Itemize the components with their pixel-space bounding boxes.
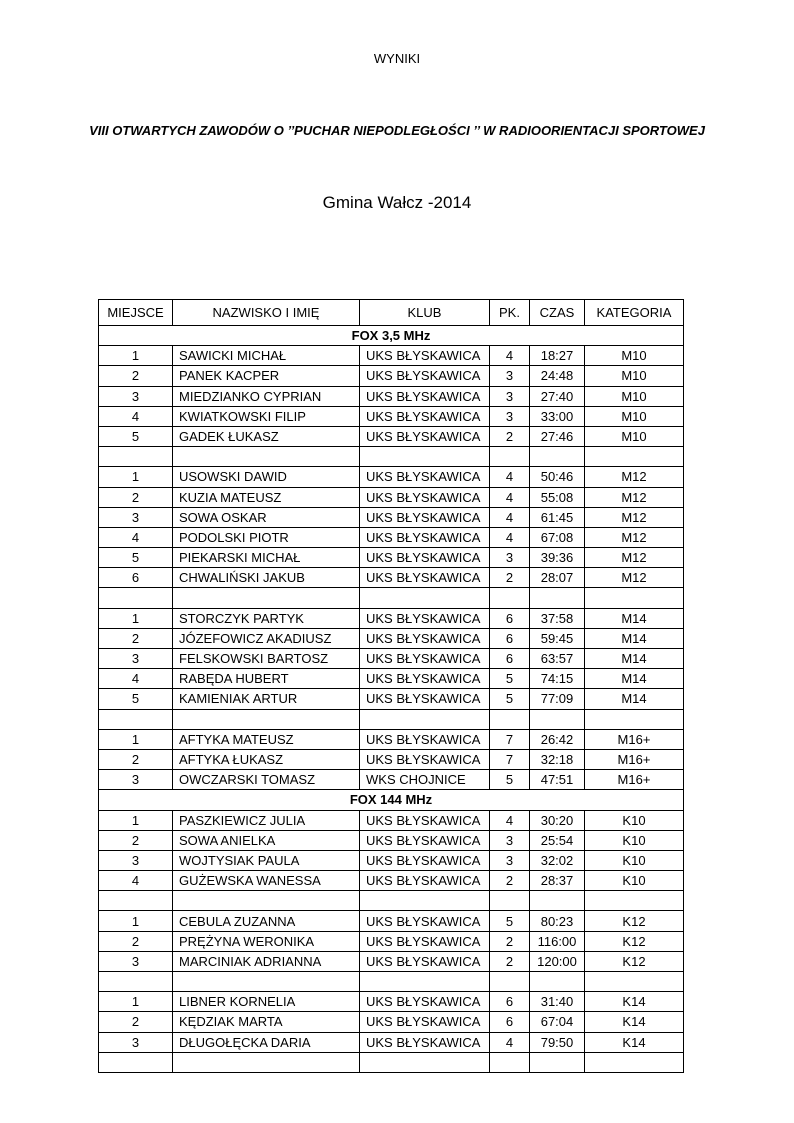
- spacer-row: [99, 972, 684, 992]
- cell-club: UKS BŁYSKAWICA: [360, 689, 490, 709]
- cell-place: 2: [99, 830, 173, 850]
- document-location: Gmina Wałcz -2014: [322, 193, 472, 212]
- table-row: [99, 346, 684, 366]
- cell-category: M12: [585, 568, 684, 588]
- empty-cell: [173, 588, 360, 608]
- empty-cell: [99, 972, 173, 992]
- cell-time: 39:36: [530, 548, 585, 568]
- cell-name: STORCZYK PARTYK: [173, 608, 360, 628]
- cell-place: 2: [99, 366, 173, 386]
- cell-club: UKS BŁYSKAWICA: [360, 548, 490, 568]
- cell-place: 2: [99, 487, 173, 507]
- cell-name: GUŻEWSKA WANESSA: [173, 871, 360, 891]
- table-row: [99, 568, 684, 588]
- cell-time: 27:40: [530, 386, 585, 406]
- cell-time: 47:51: [530, 770, 585, 790]
- table-row: [99, 527, 684, 547]
- cell-place: 5: [99, 689, 173, 709]
- cell-category: K10: [585, 850, 684, 870]
- cell-place: 2: [99, 1012, 173, 1032]
- cell-time: 50:46: [530, 467, 585, 487]
- cell-name: MIEDZIANKO CYPRIAN: [173, 386, 360, 406]
- table-row: [99, 830, 684, 850]
- results-table: [98, 299, 684, 1073]
- cell-pk: 2: [490, 871, 530, 891]
- empty-cell: [490, 588, 530, 608]
- cell-pk: 3: [490, 386, 530, 406]
- cell-name: MARCINIAK ADRIANNA: [173, 951, 360, 971]
- cell-club: UKS BŁYSKAWICA: [360, 871, 490, 891]
- cell-club: UKS BŁYSKAWICA: [360, 487, 490, 507]
- cell-name: LIBNER KORNELIA: [173, 992, 360, 1012]
- cell-category: M10: [585, 406, 684, 426]
- table-row: [99, 770, 684, 790]
- cell-place: 1: [99, 467, 173, 487]
- spacer-row: [99, 1052, 684, 1072]
- empty-cell: [490, 891, 530, 911]
- cell-category: M10: [585, 426, 684, 446]
- cell-pk: 5: [490, 911, 530, 931]
- empty-cell: [530, 709, 585, 729]
- results-body: [99, 326, 684, 1073]
- cell-club: UKS BŁYSKAWICA: [360, 649, 490, 669]
- cell-category: K10: [585, 871, 684, 891]
- cell-club: UKS BŁYSKAWICA: [360, 527, 490, 547]
- cell-name: KUZIA MATEUSZ: [173, 487, 360, 507]
- cell-club: UKS BŁYSKAWICA: [360, 426, 490, 446]
- cell-club: UKS BŁYSKAWICA: [360, 1012, 490, 1032]
- cell-time: 26:42: [530, 729, 585, 749]
- cell-club: UKS BŁYSKAWICA: [360, 568, 490, 588]
- cell-time: 67:04: [530, 1012, 585, 1032]
- cell-time: 77:09: [530, 689, 585, 709]
- cell-place: 2: [99, 628, 173, 648]
- cell-pk: 6: [490, 1012, 530, 1032]
- empty-cell: [360, 447, 490, 467]
- table-row: [99, 649, 684, 669]
- cell-place: 1: [99, 346, 173, 366]
- cell-club: UKS BŁYSKAWICA: [360, 810, 490, 830]
- cell-time: 67:08: [530, 527, 585, 547]
- table-row: [99, 507, 684, 527]
- cell-category: M12: [585, 527, 684, 547]
- cell-name: AFTYKA MATEUSZ: [173, 729, 360, 749]
- cell-time: 59:45: [530, 628, 585, 648]
- cell-pk: 3: [490, 366, 530, 386]
- header-name: NAZWISKO I IMIĘ: [173, 300, 360, 326]
- cell-category: M10: [585, 346, 684, 366]
- cell-club: UKS BŁYSKAWICA: [360, 628, 490, 648]
- cell-time: 33:00: [530, 406, 585, 426]
- cell-name: AFTYKA ŁUKASZ: [173, 749, 360, 769]
- spacer-row: [99, 891, 684, 911]
- header-pk: PK.: [490, 300, 530, 326]
- table-row: [99, 911, 684, 931]
- cell-time: 24:48: [530, 366, 585, 386]
- table-row: [99, 871, 684, 891]
- cell-place: 4: [99, 406, 173, 426]
- cell-category: K14: [585, 1012, 684, 1032]
- empty-cell: [490, 709, 530, 729]
- empty-cell: [99, 891, 173, 911]
- cell-place: 3: [99, 1032, 173, 1052]
- table-row: [99, 628, 684, 648]
- cell-club: UKS BŁYSKAWICA: [360, 346, 490, 366]
- cell-name: PASZKIEWICZ JULIA: [173, 810, 360, 830]
- header-club: KLUB: [360, 300, 490, 326]
- spacer-row: [99, 447, 684, 467]
- cell-category: K12: [585, 951, 684, 971]
- cell-place: 1: [99, 810, 173, 830]
- cell-place: 1: [99, 911, 173, 931]
- cell-place: 3: [99, 649, 173, 669]
- section-title: FOX 3,5 MHz: [99, 326, 684, 346]
- cell-club: UKS BŁYSKAWICA: [360, 992, 490, 1012]
- empty-cell: [99, 1052, 173, 1072]
- empty-cell: [99, 588, 173, 608]
- cell-place: 6: [99, 568, 173, 588]
- empty-cell: [99, 447, 173, 467]
- cell-pk: 4: [490, 467, 530, 487]
- cell-name: CEBULA ZUZANNA: [173, 911, 360, 931]
- table-row: [99, 386, 684, 406]
- table-row: [99, 689, 684, 709]
- cell-time: 79:50: [530, 1032, 585, 1052]
- empty-cell: [99, 709, 173, 729]
- empty-cell: [173, 447, 360, 467]
- cell-pk: 3: [490, 406, 530, 426]
- table-header-row: [99, 300, 684, 326]
- empty-cell: [490, 1052, 530, 1072]
- cell-category: M16+: [585, 770, 684, 790]
- cell-place: 1: [99, 729, 173, 749]
- cell-name: USOWSKI DAWID: [173, 467, 360, 487]
- cell-place: 2: [99, 749, 173, 769]
- cell-name: PODOLSKI PIOTR: [173, 527, 360, 547]
- cell-pk: 6: [490, 649, 530, 669]
- empty-cell: [173, 1052, 360, 1072]
- cell-category: M12: [585, 507, 684, 527]
- empty-cell: [585, 1052, 684, 1072]
- cell-club: UKS BŁYSKAWICA: [360, 931, 490, 951]
- cell-club: UKS BŁYSKAWICA: [360, 669, 490, 689]
- empty-cell: [530, 972, 585, 992]
- cell-category: M10: [585, 386, 684, 406]
- cell-name: WOJTYSIAK PAULA: [173, 850, 360, 870]
- cell-name: PIEKARSKI MICHAŁ: [173, 548, 360, 568]
- cell-pk: 7: [490, 729, 530, 749]
- document-heading: WYNIKI: [373, 51, 421, 66]
- cell-pk: 4: [490, 346, 530, 366]
- cell-time: 32:18: [530, 749, 585, 769]
- cell-name: SAWICKI MICHAŁ: [173, 346, 360, 366]
- cell-category: M12: [585, 467, 684, 487]
- cell-name: KWIATKOWSKI FILIP: [173, 406, 360, 426]
- cell-club: WKS CHOJNICE: [360, 770, 490, 790]
- cell-time: 55:08: [530, 487, 585, 507]
- cell-pk: 3: [490, 850, 530, 870]
- cell-name: SOWA ANIELKA: [173, 830, 360, 850]
- cell-name: SOWA OSKAR: [173, 507, 360, 527]
- cell-time: 25:54: [530, 830, 585, 850]
- cell-club: UKS BŁYSKAWICA: [360, 749, 490, 769]
- empty-cell: [360, 1052, 490, 1072]
- cell-club: UKS BŁYSKAWICA: [360, 406, 490, 426]
- cell-category: K12: [585, 931, 684, 951]
- cell-name: OWCZARSKI TOMASZ: [173, 770, 360, 790]
- cell-pk: 6: [490, 608, 530, 628]
- cell-category: M12: [585, 548, 684, 568]
- cell-category: K14: [585, 1032, 684, 1052]
- empty-cell: [360, 972, 490, 992]
- cell-time: 80:23: [530, 911, 585, 931]
- cell-name: RABĘDA HUBERT: [173, 669, 360, 689]
- cell-place: 3: [99, 951, 173, 971]
- cell-pk: 4: [490, 507, 530, 527]
- cell-place: 4: [99, 871, 173, 891]
- empty-cell: [530, 447, 585, 467]
- empty-cell: [585, 447, 684, 467]
- empty-cell: [490, 972, 530, 992]
- cell-pk: 4: [490, 487, 530, 507]
- cell-name: FELSKOWSKI BARTOSZ: [173, 649, 360, 669]
- cell-club: UKS BŁYSKAWICA: [360, 729, 490, 749]
- document-subtitle: VIII OTWARTYCH ZAWODÓW O ’’PUCHAR NIEPODLEGŁOŚCI ’’ W RADIOORIENTACJI SPORTOWEJ: [89, 123, 705, 138]
- empty-cell: [585, 588, 684, 608]
- cell-pk: 6: [490, 992, 530, 1012]
- cell-pk: 7: [490, 749, 530, 769]
- cell-pk: 5: [490, 770, 530, 790]
- cell-place: 4: [99, 527, 173, 547]
- empty-cell: [360, 709, 490, 729]
- cell-category: M12: [585, 487, 684, 507]
- cell-name: PRĘŻYNA WERONIKA: [173, 931, 360, 951]
- section-row: [99, 326, 684, 346]
- table-row: [99, 487, 684, 507]
- cell-category: M10: [585, 366, 684, 386]
- cell-name: KAMIENIAK ARTUR: [173, 689, 360, 709]
- empty-cell: [585, 972, 684, 992]
- table-row: [99, 951, 684, 971]
- cell-time: 32:02: [530, 850, 585, 870]
- cell-category: K12: [585, 911, 684, 931]
- header-place: MIEJSCE: [99, 300, 173, 326]
- table-row: [99, 467, 684, 487]
- cell-category: M14: [585, 649, 684, 669]
- section-title: FOX 144 MHz: [99, 790, 684, 810]
- empty-cell: [360, 891, 490, 911]
- cell-pk: 4: [490, 527, 530, 547]
- spacer-row: [99, 588, 684, 608]
- cell-pk: 2: [490, 426, 530, 446]
- table-row: [99, 931, 684, 951]
- table-row: [99, 669, 684, 689]
- cell-place: 1: [99, 992, 173, 1012]
- table-row: [99, 366, 684, 386]
- cell-place: 3: [99, 507, 173, 527]
- cell-time: 61:45: [530, 507, 585, 527]
- cell-pk: 3: [490, 548, 530, 568]
- cell-name: GADEK ŁUKASZ: [173, 426, 360, 446]
- cell-time: 28:07: [530, 568, 585, 588]
- cell-club: UKS BŁYSKAWICA: [360, 850, 490, 870]
- cell-pk: 2: [490, 951, 530, 971]
- cell-time: 28:37: [530, 871, 585, 891]
- cell-pk: 5: [490, 689, 530, 709]
- cell-club: UKS BŁYSKAWICA: [360, 1032, 490, 1052]
- empty-cell: [173, 891, 360, 911]
- cell-category: K10: [585, 810, 684, 830]
- cell-name: PANEK KACPER: [173, 366, 360, 386]
- empty-cell: [530, 588, 585, 608]
- empty-cell: [530, 891, 585, 911]
- cell-pk: 6: [490, 628, 530, 648]
- cell-club: UKS BŁYSKAWICA: [360, 507, 490, 527]
- cell-name: KĘDZIAK MARTA: [173, 1012, 360, 1032]
- cell-category: M14: [585, 689, 684, 709]
- empty-cell: [530, 1052, 585, 1072]
- table-row: [99, 1032, 684, 1052]
- cell-time: 120:00: [530, 951, 585, 971]
- cell-place: 1: [99, 608, 173, 628]
- cell-club: UKS BŁYSKAWICA: [360, 608, 490, 628]
- cell-category: K10: [585, 830, 684, 850]
- cell-place: 3: [99, 850, 173, 870]
- cell-place: 3: [99, 770, 173, 790]
- cell-category: M16+: [585, 729, 684, 749]
- empty-cell: [585, 709, 684, 729]
- table-row: [99, 406, 684, 426]
- cell-time: 30:20: [530, 810, 585, 830]
- cell-pk: 4: [490, 810, 530, 830]
- cell-club: UKS BŁYSKAWICA: [360, 911, 490, 931]
- cell-pk: 2: [490, 931, 530, 951]
- table-row: [99, 992, 684, 1012]
- cell-category: M16+: [585, 749, 684, 769]
- header-category: KATEGORIA: [585, 300, 684, 326]
- cell-pk: 5: [490, 669, 530, 689]
- cell-name: JÓZEFOWICZ AKADIUSZ: [173, 628, 360, 648]
- cell-club: UKS BŁYSKAWICA: [360, 830, 490, 850]
- cell-pk: 2: [490, 568, 530, 588]
- table-row: [99, 729, 684, 749]
- empty-cell: [360, 588, 490, 608]
- cell-club: UKS BŁYSKAWICA: [360, 951, 490, 971]
- cell-club: UKS BŁYSKAWICA: [360, 386, 490, 406]
- empty-cell: [585, 891, 684, 911]
- cell-name: DŁUGOŁĘCKA DARIA: [173, 1032, 360, 1052]
- cell-place: 2: [99, 931, 173, 951]
- table-row: [99, 850, 684, 870]
- cell-place: 5: [99, 548, 173, 568]
- cell-club: UKS BŁYSKAWICA: [360, 467, 490, 487]
- cell-category: K14: [585, 992, 684, 1012]
- table-row: [99, 749, 684, 769]
- cell-pk: 3: [490, 830, 530, 850]
- table-row: [99, 426, 684, 446]
- cell-time: 31:40: [530, 992, 585, 1012]
- cell-category: M14: [585, 608, 684, 628]
- spacer-row: [99, 709, 684, 729]
- empty-cell: [173, 972, 360, 992]
- cell-club: UKS BŁYSKAWICA: [360, 366, 490, 386]
- empty-cell: [173, 709, 360, 729]
- cell-time: 18:27: [530, 346, 585, 366]
- cell-pk: 4: [490, 1032, 530, 1052]
- empty-cell: [490, 447, 530, 467]
- cell-category: M14: [585, 669, 684, 689]
- cell-time: 27:46: [530, 426, 585, 446]
- table-row: [99, 608, 684, 628]
- cell-place: 3: [99, 386, 173, 406]
- cell-time: 74:15: [530, 669, 585, 689]
- table-row: [99, 548, 684, 568]
- section-row: [99, 790, 684, 810]
- cell-time: 37:58: [530, 608, 585, 628]
- table-row: [99, 1012, 684, 1032]
- cell-category: M14: [585, 628, 684, 648]
- cell-time: 116:00: [530, 931, 585, 951]
- header-time: CZAS: [530, 300, 585, 326]
- cell-place: 5: [99, 426, 173, 446]
- table-row: [99, 810, 684, 830]
- cell-name: CHWALIŃSKI JAKUB: [173, 568, 360, 588]
- cell-time: 63:57: [530, 649, 585, 669]
- cell-place: 4: [99, 669, 173, 689]
